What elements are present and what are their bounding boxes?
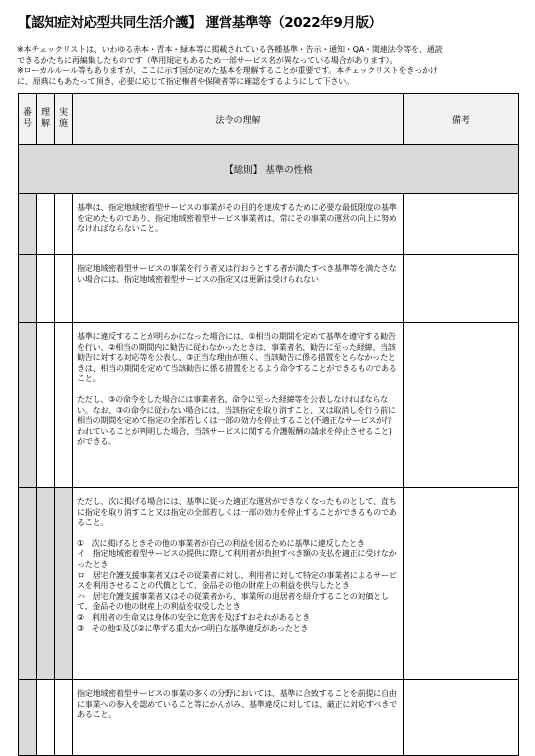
implement-checkbox-cell[interactable]: [55, 323, 73, 488]
note-line: できるかたちに再編集したものです（準用規定もあるため一部サービス名が異なっている場合があります）。: [17, 54, 398, 65]
section-row: [19, 145, 519, 194]
implement-checkbox-cell[interactable]: [55, 680, 73, 756]
understand-checkbox-cell[interactable]: [37, 488, 55, 680]
law-cell: [73, 680, 404, 756]
table-row: [19, 255, 519, 323]
remarks-cell[interactable]: [404, 194, 519, 255]
header-remarks: 備考: [404, 94, 519, 145]
law-paragraph: 指定地域密着型サービスの事業の多くの分野においては、基準に合致することを前提に自由に事業への参入を認めていること等にかんがみ、基準違反に対しては、厳正に対応すべきであること。: [77, 688, 397, 720]
number-cell: [19, 680, 37, 756]
number-cell: [19, 323, 37, 488]
note-line: に、原典にもあたって頂き、必要に応じて指定権者や保険者等に確認をするようにして下さい。: [17, 75, 354, 86]
table-row: [19, 488, 519, 680]
table-row: [19, 323, 519, 488]
law-paragraph: 基準に違反することが明らかになった場合には、①相当の期間を定めて基準を遵守する勧告を行い、②相当の期間内に勧告に従わなかったときは、事業者名、勧告に至った経緯、当該勧告に対する対応等を公表し、③正当な理由が無く、当該勧告に係る措置をとらなかったときは、相当の期間を定めて当該勧告に係る措置をとるよう命令することができるものであること。: [77, 331, 397, 384]
law-list-item: ① 次に掲げるときその他の事業者が自己の利益を図るために基準に違反したとき: [77, 537, 365, 548]
law-cell: [73, 323, 404, 488]
note-line: ※ローカルルール等もありますが、ここに示す国が定めた基本を理解することが重要です。本チェックリストをきっかけ: [17, 65, 438, 76]
law-list-item: ハ 居宅介護支援事業者又はその従業者から、事業所の退居者を紹介することの対価として、金品その他の財産上の利益を収受したとき: [77, 590, 389, 612]
law-paragraph: ただし、③の命令をした場合には事業者名、命令に至った経緯等を公表しなければならない。なお、③の命令に従わない場合には、当該指定を取り消すこと、又は取消しを行う前に相当の期間を定めて指定の全部若しくは一部の効力を停止すること(不適正なサービスが行われていることが判明した場合、当該サービスに関する介護報酬の請求を停止させること)ができる。: [77, 393, 396, 447]
understand-checkbox-cell[interactable]: [37, 680, 55, 756]
table-row: [19, 680, 519, 756]
remarks-cell[interactable]: [404, 680, 519, 756]
law-cell: [73, 194, 404, 255]
law-cell: [73, 255, 404, 323]
header-implement: 実施: [55, 94, 73, 145]
law-paragraph: 基準は、指定地域密着型サービスの事業がその目的を達成するために必要な最低限度の基準を定めたものであり、指定地域密着型サービス事業者は、常にその事業の運営の向上に努めなければならないこと。: [77, 202, 397, 234]
implement-checkbox-cell[interactable]: [55, 194, 73, 255]
section-title: 【総則】 基準の性格: [19, 145, 519, 194]
law-cell: [73, 488, 404, 680]
number-cell: [19, 488, 37, 680]
implement-checkbox-cell[interactable]: [55, 255, 73, 323]
note-line: ※本チェックリストは、いわゆる赤本・青本・緑本等に掲載されている各種基準・告示・通知・QA・関連法令等を、通読: [17, 44, 443, 54]
remarks-cell[interactable]: [404, 323, 519, 488]
understand-checkbox-cell[interactable]: [37, 194, 55, 255]
header-law: 法令の理解: [73, 94, 404, 145]
law-paragraph: 指定地域密着型サービスの事業を行う者又は行おうとする者が満たすべき基準等を満たさない場合には、指定地域密着型サービスの指定又は更新は受けられない: [77, 263, 397, 284]
law-paragraph: ただし、次に掲げる場合には、基準に従った適正な運営ができなくなったものとして、直ちに指定を取り消すこと又は指定の全部若しくは一部の効力を停止することができるものであること。: [77, 496, 397, 528]
implement-checkbox-cell[interactable]: [55, 488, 73, 680]
understand-checkbox-cell[interactable]: [37, 255, 55, 323]
number-cell: [19, 194, 37, 255]
number-cell: [19, 255, 37, 323]
law-list: [77, 538, 399, 633]
notes-block: [17, 44, 522, 86]
page-title: 【認知症対応型共同生活介護】 運営基準等（2022年9月版）: [18, 15, 382, 31]
checklist-table: [18, 93, 519, 756]
remarks-cell[interactable]: [404, 488, 519, 680]
law-list-item: ③ その他①及び②に準ずる重大かつ明白な基準違反があったとき: [77, 622, 309, 633]
law-list-item: イ 指定地域密着型サービスの提供に際して利用者が負担すべき額の支払を適正に受けなかったとき: [77, 548, 397, 569]
law-list-item: ② 利用者の生命又は身体の安全に危害を及ぼすおそれがあるとき: [77, 611, 310, 622]
header-understand: 理解: [37, 94, 55, 145]
remarks-cell[interactable]: [404, 255, 519, 323]
understand-checkbox-cell[interactable]: [37, 323, 55, 488]
law-list-item: ロ 居宅介護支援事業者又はその従業者に対し、利用者に対して特定の事業者によるサービスを利用させることの代償として、金品その他の財産上の利益を供与したとき: [77, 569, 397, 591]
table-row: [19, 194, 519, 255]
header-number: 番号: [19, 94, 37, 145]
table-header-row: [19, 94, 519, 145]
